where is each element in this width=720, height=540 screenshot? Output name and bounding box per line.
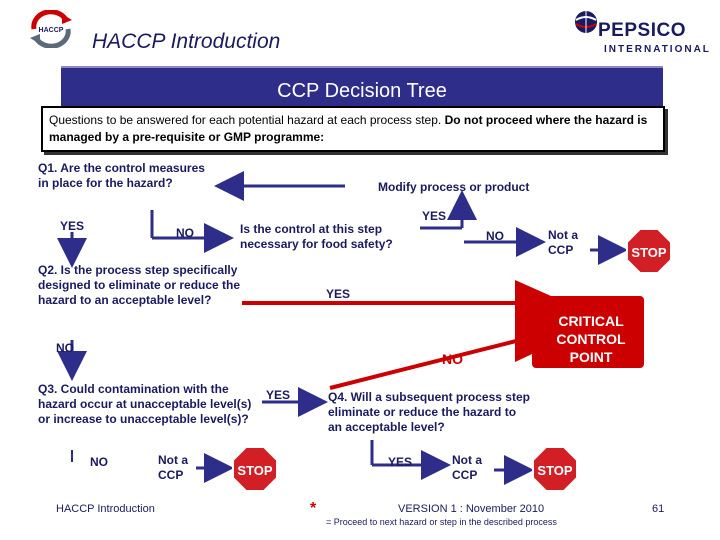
control-question: Is the control at this step necessary for food safety? (240, 222, 393, 251)
ccp-label: CRITICAL CONTROL POINT (556, 313, 626, 365)
q2-text: Q2. Is the process step specifically designed to eliminate or reduce the hazard to an acceptable level? (38, 263, 241, 307)
stop-sign-icon (532, 446, 578, 492)
not-ccp-2: Not a CCP (158, 453, 188, 482)
stop-label: STOP (631, 245, 667, 260)
banner-title: CCP Decision Tree (277, 80, 447, 102)
stop-sign-icon (626, 228, 672, 274)
line-q4-no (330, 340, 520, 388)
q3-text: Q3. Could contamination with the hazard occur at unacceptable level(s) or increase to unacceptable level(s)? (38, 382, 252, 426)
control-no-label: NO (486, 229, 504, 243)
not-ccp-3: Not a CCP (452, 453, 482, 482)
footer-left: HACCP Introduction (56, 503, 155, 515)
logo-text: HACCP (38, 27, 64, 34)
questions-text-normal: Questions to be answered for each potential hazard at each process step. (49, 113, 445, 127)
stop-label: STOP (237, 463, 273, 478)
modify-text: Modify process or product (378, 180, 530, 194)
footer-note: = Proceed to next hazard or step in the described process (326, 517, 557, 527)
control-yes-label: YES (422, 209, 447, 223)
brand-name: PEPSICO (598, 20, 686, 41)
q3-yes-label: YES (266, 388, 291, 402)
stop-sign-icon (232, 446, 278, 492)
page-number: 61 (652, 503, 665, 515)
footer-star: * (310, 500, 317, 517)
q1-yes-label: YES (60, 219, 85, 233)
q1-text: Q1. Are the control measures in place for the hazard? (38, 161, 205, 190)
not-ccp-1: Not a CCP (548, 228, 578, 257)
brand-sub: INTERNATIONAL (604, 44, 711, 55)
q3-no-label: NO (90, 455, 108, 469)
q4-no-label: NO (442, 351, 463, 367)
q2-yes-label: YES (326, 287, 351, 301)
q4-text: Q4. Will a subsequent process step eliminate or reduce the hazard to an acceptable level? (328, 390, 530, 434)
stop-label: STOP (537, 463, 573, 478)
q1-no-label: NO (176, 226, 194, 240)
footer-version: VERSION 1 : November 2010 (398, 503, 545, 515)
q2-no-label: NO (56, 341, 74, 355)
questions-text-bold: Do not proceed where the hazard is managed by a pre-requisite or GMP programme: (49, 113, 648, 144)
q4-yes-label: YES (388, 455, 413, 469)
page-title: HACCP Introduction (92, 30, 281, 53)
